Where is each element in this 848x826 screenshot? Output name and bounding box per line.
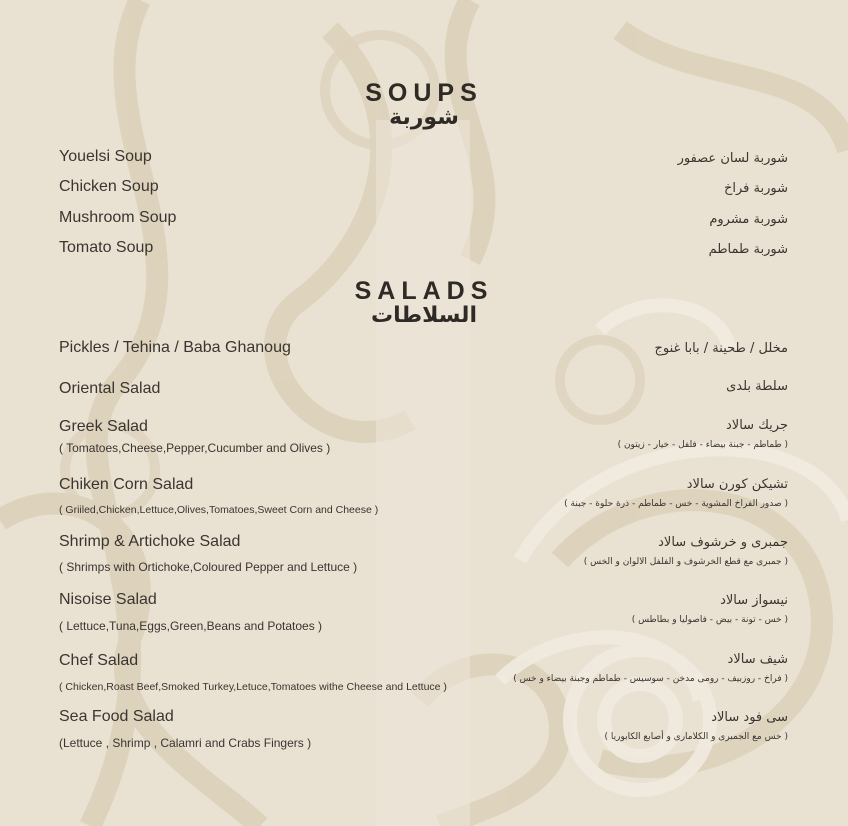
soups-title-en: SOUPS (365, 79, 483, 107)
salad-description-en: (Lettuce , Shrimp , Calamri and Crabs Fingers ) (59, 736, 312, 750)
soups-title-ar: شوربة (389, 105, 459, 130)
salad-description-en: ( Tomatoes,Cheese,Pepper,Cucumber and Olives ) (59, 441, 331, 455)
salad-item-en: Shrimp & Artichoke Salad (59, 533, 241, 550)
salad-description-ar: ( خس مع الجمبرى و الكلامارى و أصابع الكابوريا ) (604, 732, 788, 742)
salad-item-ar: نيسواز سالاد (720, 593, 788, 608)
soup-item-ar: شوربة لسان عصفور (677, 151, 788, 166)
salad-item-en: Nisoise Salad (59, 591, 157, 608)
salads-title-ar: السلاطات (371, 303, 477, 328)
soup-item-en: Youelsi Soup (59, 148, 152, 165)
salad-description-ar: ( جمبرى مع قطع الخرشوف و الفلفل الالوان و الخس ) (583, 557, 788, 567)
salad-description-en: ( Chicken,Roast Beef,Smoked Turkey,Letuce,Tomatoes withe Cheese and Lettuce ) (59, 681, 447, 693)
salad-description-ar: ( خس - تونة - بيض - فاصوليا و بطاطس ) (631, 615, 788, 625)
soup-item-en: Chicken Soup (59, 178, 159, 195)
salad-item-ar: سلطة بلدى (726, 379, 788, 394)
salad-item-ar: مخلل / طحينة / بابا غنوج (654, 341, 788, 356)
salad-item-ar: شيف سالاد (727, 652, 788, 667)
soup-item-en: Mushroom Soup (59, 209, 177, 226)
salad-item-ar: تشيكن كورن سالاد (686, 477, 788, 492)
salad-description-ar: ( صدور الفراخ المشوية - خس - طماطم - ذرة حلوة - جبنة ) (564, 499, 788, 509)
salad-item-ar: سى فود سالاد (711, 710, 788, 725)
salads-title-en: SALADS (354, 277, 494, 305)
soup-item-ar: شوربة طماطم (708, 242, 788, 257)
soup-item-ar: شوربة مشروم (709, 212, 788, 227)
salad-item-en: Chef Salad (59, 652, 139, 669)
salad-description-ar: ( فراخ - روزبيف - رومى مدخن - سوسيس - طماطم وجبنة بيضاء و خس ) (513, 674, 788, 684)
salad-item-en: Greek Salad (59, 418, 148, 435)
soups-heading (0, 80, 848, 130)
salad-item-en: Oriental Salad (59, 380, 161, 397)
salad-description-en: ( Lettuce,Tuna,Eggs,Green,Beans and Potatoes ) (59, 619, 323, 633)
salad-description-en: ( Griiled,Chicken,Lettuce,Olives,Tomatoes,Sweet Corn and Cheese ) (59, 504, 379, 516)
soup-item-en: Tomato Soup (59, 239, 154, 256)
salad-description-en: ( Shrimps with Ortichoke,Coloured Pepper and Lettuce ) (59, 560, 358, 574)
salad-item-ar: جمبرى و خرشوف سالاد (658, 535, 788, 550)
salad-item-en: Pickles / Tehina / Baba Ghanoug (59, 339, 291, 356)
soup-item-ar: شوربة فراخ (724, 181, 788, 196)
salad-item-en: Sea Food Salad (59, 708, 174, 725)
salad-item-en: Chiken Corn Salad (59, 476, 194, 493)
salads-heading (0, 278, 848, 328)
salad-description-ar: ( طماطم - جبنة بيضاء - فلفل - خيار - زيتون ) (617, 440, 788, 450)
salad-item-ar: جريك سالاد (726, 418, 788, 433)
